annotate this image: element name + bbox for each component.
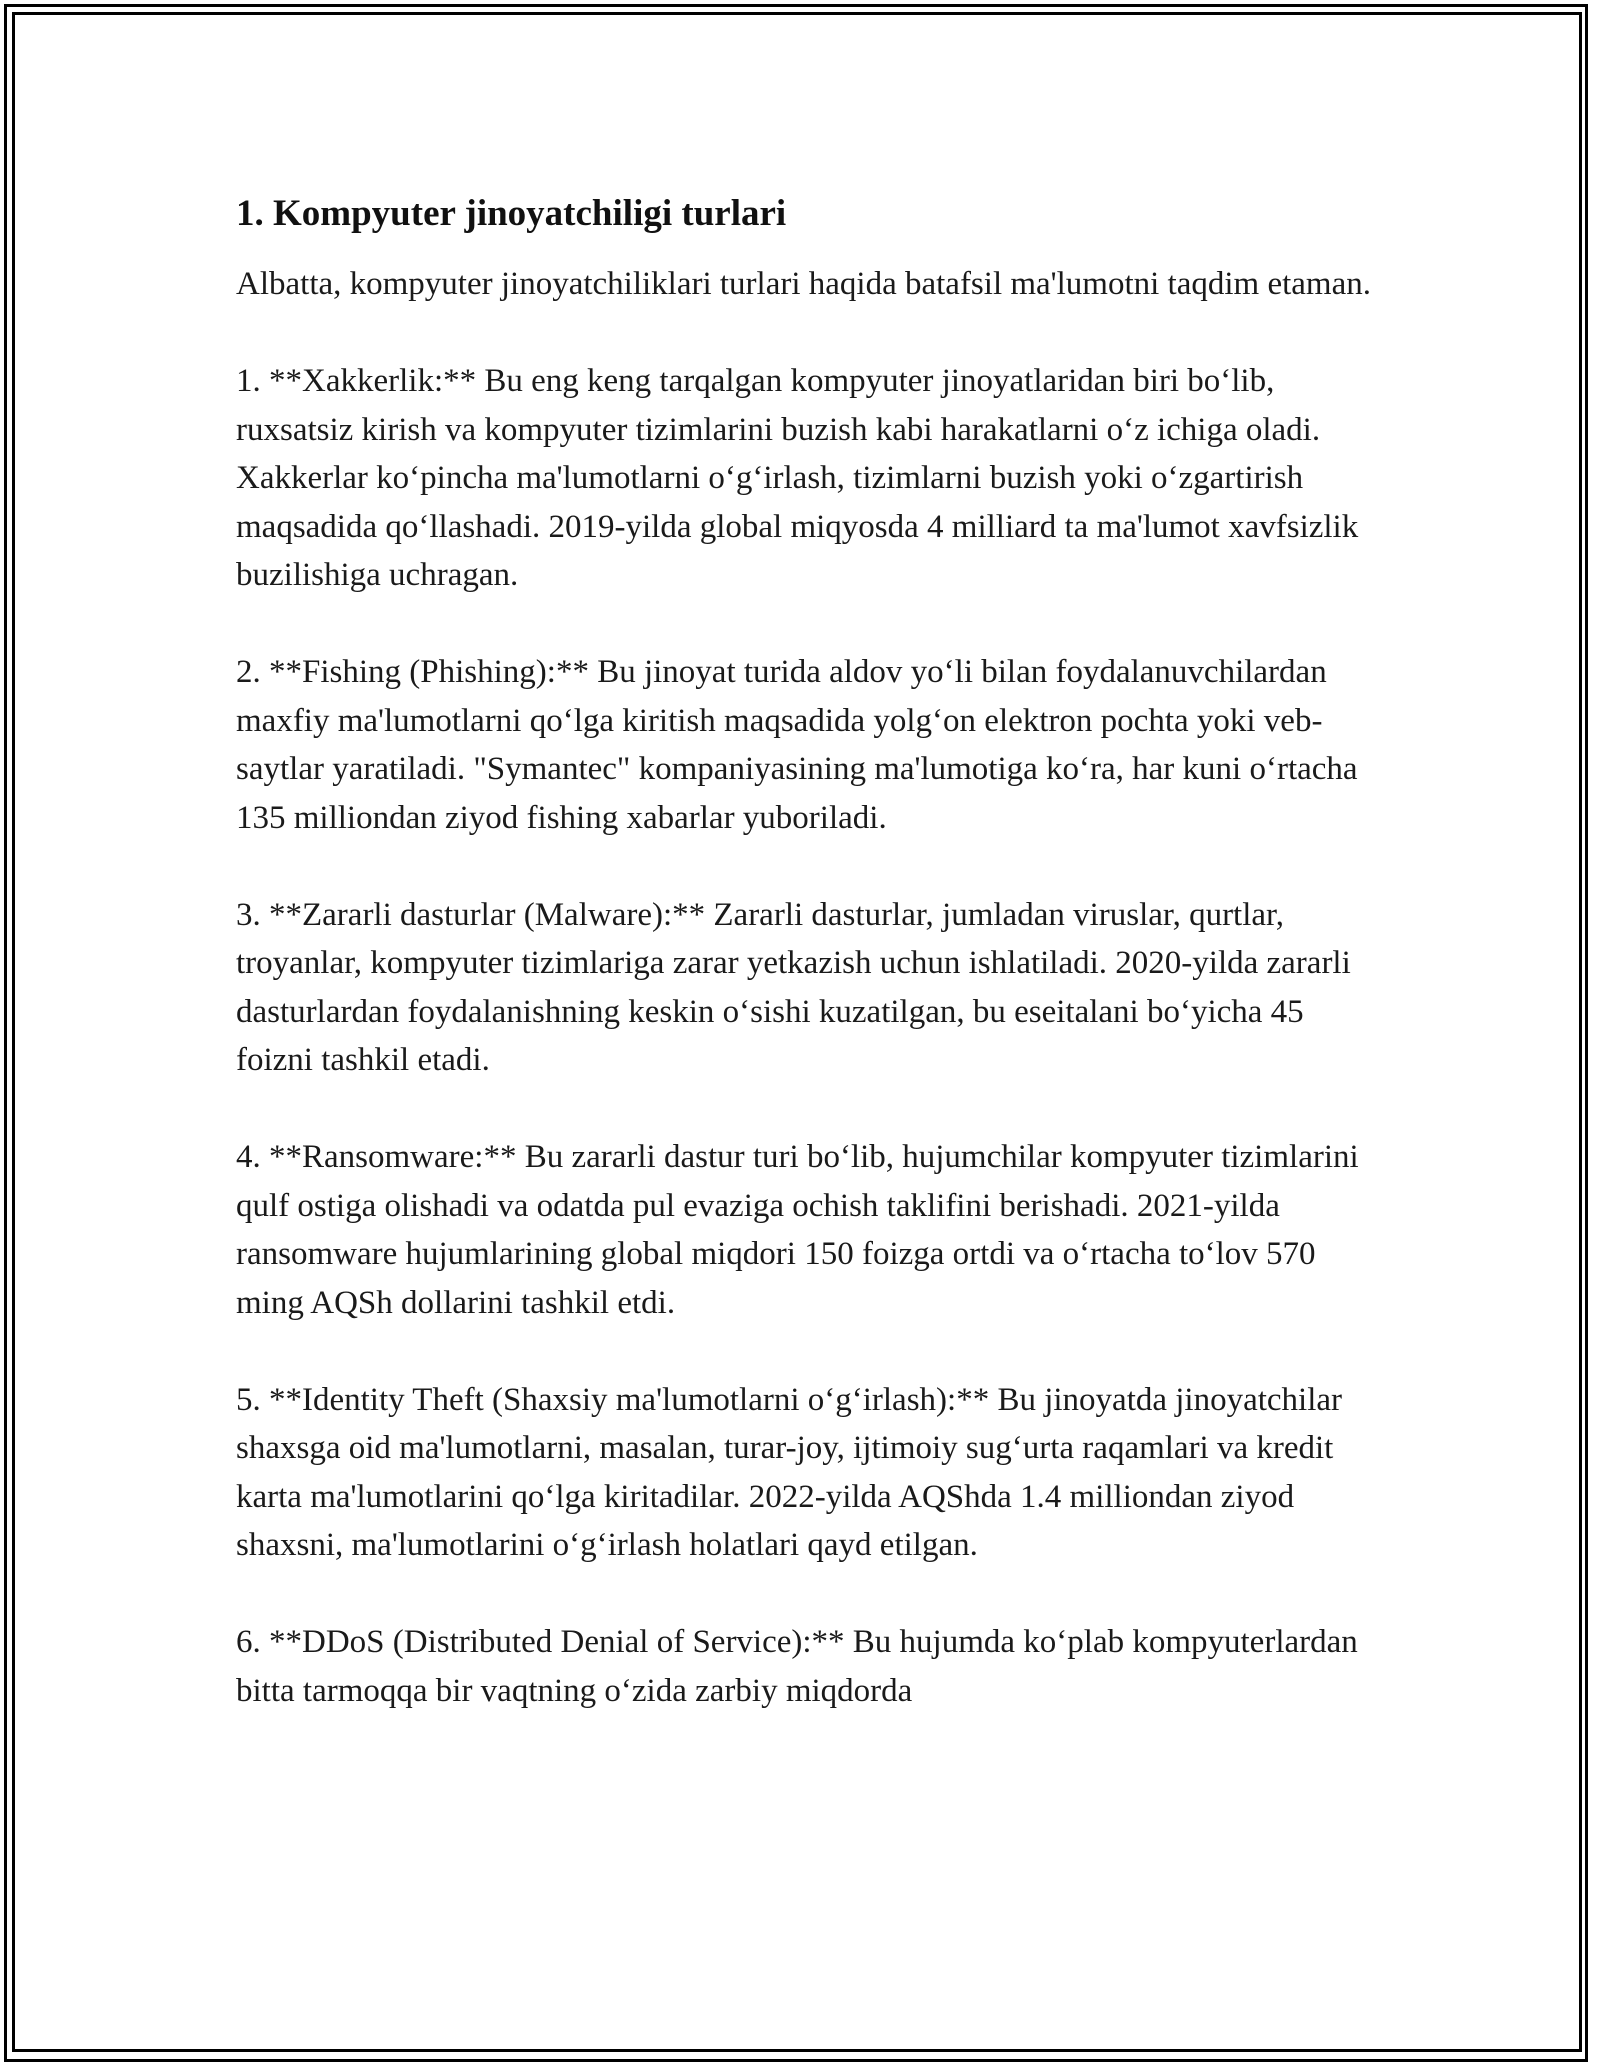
intro-paragraph: Albatta, kompyuter jinoyatchiliklari turlari haqida batafsil ma'lumotni taqdim etaman. bbox=[236, 266, 1371, 302]
section-heading: 1. Kompyuter jinoyatchiligi turlari bbox=[236, 193, 787, 234]
paragraph-ddos: 6. **DDoS (Distributed Denial of Service):** Bu hujumda ko‘plab kompyuterlardan bitta tarmoqqa bir vaqtning o‘zida zarbiy miqdorda bbox=[236, 1624, 1358, 1709]
paragraph-identity-theft: 5. **Identity Theft (Shaxsiy ma'lumotlarni o‘g‘irlash):** Bu jinoyatda jinoyatchilar shaxsga oid ma'lumotlarni, masalan, turar-joy, ijtimoiy sug‘urta raqamlari va kredit karta ma'lumotlarini qo‘lga kiritadilar. 2022-yilda AQShda 1.4 milliondan ziyod shaxsni, ma'lumotlarini o‘g‘irlash holatlari qayd etilgan. bbox=[236, 1381, 1343, 1563]
paragraph-malware: 3. **Zararli dasturlar (Malware):** Zararli dasturlar, jumladan viruslar, qurtlar, troyanlar, kompyuter tizimlariga zarar yetkazish uchun ishlatiladi. 2020-yilda zararli dasturlardan foydalanishning keskin o‘sishi kuzatilgan, bu eseitalani bo‘yicha 45 foizni tashkil etadi. bbox=[236, 896, 1351, 1078]
paragraph-phishing: 2. **Fishing (Phishing):** Bu jinoyat turida aldov yo‘li bilan foydalanuvchilardan maxfiy ma'lumotlarni qo‘lga kiritish maqsadida yolg‘on elektron pochta yoki veb-saytlar yaratiladi. "Symantec" kompaniyasining ma'lumotiga ko‘ra, har kuni o‘rtacha 135 milliondan ziyod fishing xabarlar yuboriladi. bbox=[236, 654, 1358, 836]
paragraph-ransomware: 4. **Ransomware:** Bu zararli dastur turi bo‘lib, hujumchilar kompyuter tizimlarini qulf ostiga olishadi va odatda pul evaziga ochish taklifini berishadi. 2021-yilda ransomware hujumlarining global miqdori 150 foizga ortdi va o‘rtacha to‘lov 570 ming AQSh dollarini tashkil etdi. bbox=[236, 1139, 1359, 1321]
paragraph-hacking: 1. **Xakkerlik:** Bu eng keng tarqalgan kompyuter jinoyatlaridan biri bo‘lib, ruxsatsiz kirish va kompyuter tizimlarini buzish kabi harakatlarni o‘z ichiga oladi. Xakkerlar ko‘pincha ma'lumotlarni o‘g‘irlash, tizimlarni buzish yoki o‘zgartirish maqsadida qo‘llashadi. 2019-yilda global miqyosda 4 milliard ta ma'lumot xavfsizlik buzilishiga uchragan. bbox=[236, 363, 1359, 593]
document-body bbox=[236, 186, 1386, 1764]
